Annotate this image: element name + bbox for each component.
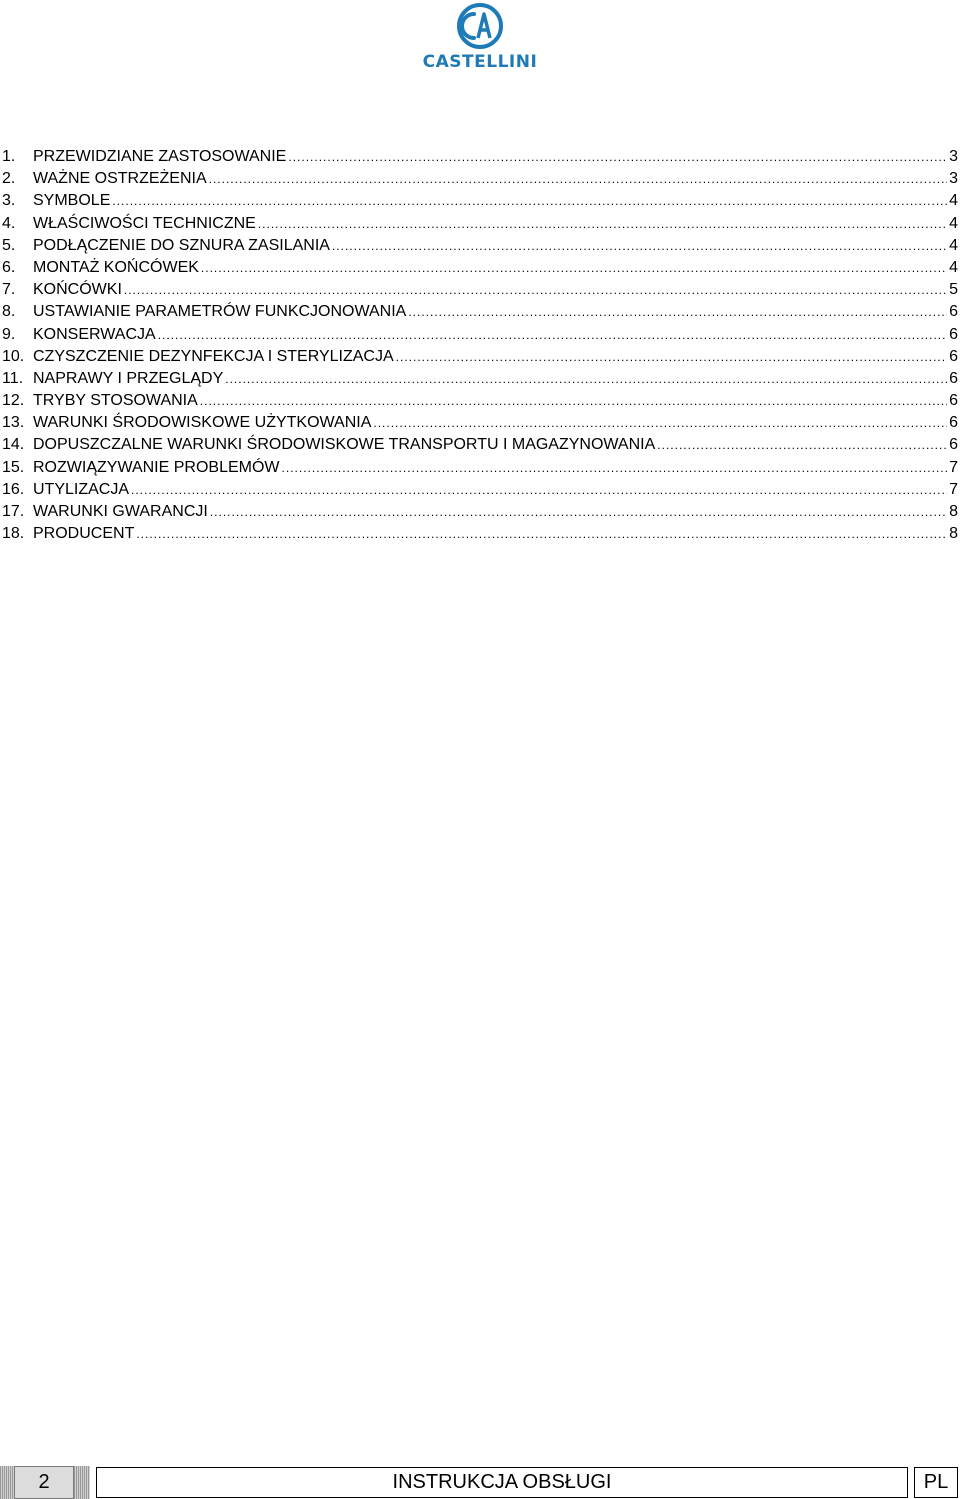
toc-entry-page: 6 bbox=[949, 325, 958, 343]
toc-entry-number: 7. bbox=[2, 281, 16, 299]
toc-dot-leader bbox=[136, 523, 947, 545]
toc-entry-page: 3 bbox=[949, 148, 958, 165]
table-of-contents bbox=[2, 146, 958, 545]
toc-entry[interactable] bbox=[2, 479, 958, 501]
toc-entry-page: 4 bbox=[949, 236, 958, 254]
toc-dot-leader bbox=[124, 279, 947, 301]
page-footer bbox=[0, 1466, 960, 1499]
toc-entry-title: PRODUCENT bbox=[33, 525, 135, 543]
toc-entry-page: 7 bbox=[949, 480, 958, 498]
toc-entry-number: 6. bbox=[2, 258, 16, 276]
toc-dot-leader bbox=[201, 257, 947, 279]
toc-entry-number: 3. bbox=[2, 192, 16, 210]
toc-entry[interactable] bbox=[2, 457, 958, 479]
footer-page-number: 2 bbox=[14, 1466, 74, 1499]
toc-entry-title: MONTAŻ KOŃCÓWEK bbox=[33, 258, 199, 276]
toc-entry-title: TRYBY STOSOWANIA bbox=[33, 392, 198, 410]
toc-entry[interactable] bbox=[2, 368, 958, 390]
toc-entry-number: 10. bbox=[2, 347, 25, 365]
toc-entry-page: 6 bbox=[949, 347, 958, 365]
toc-entry-page: 4 bbox=[949, 214, 958, 232]
toc-entry-number: 2. bbox=[2, 170, 16, 188]
toc-entry-number: 11. bbox=[2, 369, 24, 387]
castellini-emblem-icon bbox=[408, 2, 552, 52]
toc-entry-title: WARUNKI ŚRODOWISKOWE UŻYTKOWANIA bbox=[33, 414, 372, 432]
toc-entry-title: PRZEWIDZIANE ZASTOSOWANIE bbox=[33, 148, 287, 165]
toc-entry[interactable] bbox=[2, 279, 958, 301]
toc-entry-title: CZYSZCZENIE DEZYNFEKCJA I STERYLIZACJA bbox=[33, 347, 394, 365]
footer-language: PL bbox=[914, 1467, 958, 1498]
toc-dot-leader bbox=[288, 146, 947, 168]
toc-entry[interactable] bbox=[2, 501, 958, 523]
castellini-logo bbox=[408, 2, 552, 74]
toc-entry-title: WARUNKI GWARANCJI bbox=[33, 503, 208, 520]
toc-dot-leader bbox=[332, 235, 947, 257]
toc-entry-title: SYMBOLE bbox=[33, 192, 111, 210]
toc-entry-title: PODŁĄCZENIE DO SZNURA ZASILANIA bbox=[33, 236, 330, 254]
toc-entry[interactable] bbox=[2, 390, 958, 412]
toc-entry-number: 9. bbox=[2, 325, 16, 343]
toc-entry[interactable] bbox=[2, 190, 958, 212]
footer-stripe bbox=[74, 1466, 90, 1499]
toc-entry-page: 6 bbox=[949, 414, 958, 432]
toc-dot-leader bbox=[112, 190, 947, 212]
toc-dot-leader bbox=[131, 479, 947, 501]
toc-dot-leader bbox=[200, 390, 947, 412]
footer-edge-stripe bbox=[0, 1466, 14, 1499]
toc-entry-number: 18. bbox=[2, 525, 25, 543]
toc-entry[interactable] bbox=[2, 213, 958, 235]
toc-entry[interactable] bbox=[2, 257, 958, 279]
toc-entry-title: NAPRAWY I PRZEGLĄDY bbox=[33, 369, 224, 387]
toc-entry-number: 12. bbox=[2, 392, 25, 410]
toc-entry-title: KONSERWACJA bbox=[33, 325, 156, 343]
toc-entry-page: 5 bbox=[949, 281, 958, 299]
toc-entry-title: ROZWIĄZYWANIE PROBLEMÓW bbox=[33, 458, 280, 476]
toc-entry-page: 6 bbox=[949, 392, 958, 410]
toc-entry[interactable] bbox=[2, 168, 958, 190]
toc-entry-number: 8. bbox=[2, 303, 16, 321]
toc-entry-page: 3 bbox=[949, 170, 958, 188]
toc-entry-title: DOPUSZCZALNE WARUNKI ŚRODOWISKOWE TRANSPORTU I MAGAZYNOWANIA bbox=[33, 436, 656, 454]
toc-entry-page: 8 bbox=[949, 525, 958, 543]
toc-entry-page: 4 bbox=[949, 192, 958, 210]
toc-entry-number: 4. bbox=[2, 214, 16, 232]
toc-entry[interactable] bbox=[2, 324, 958, 346]
toc-entry-number: 13. bbox=[2, 414, 25, 432]
toc-dot-leader bbox=[210, 501, 947, 523]
toc-entry-page: 8 bbox=[949, 503, 958, 520]
toc-dot-leader bbox=[225, 368, 947, 390]
toc-entry[interactable] bbox=[2, 301, 958, 323]
toc-entry-page: 6 bbox=[949, 303, 958, 321]
toc-entry-number: 16. bbox=[2, 480, 25, 498]
toc-entry-title: UTYLIZACJA bbox=[33, 480, 130, 498]
toc-dot-leader bbox=[657, 434, 947, 456]
toc-dot-leader bbox=[408, 301, 947, 323]
footer-document-title: INSTRUKCJA OBSŁUGI bbox=[96, 1467, 908, 1498]
toc-entry-page: 6 bbox=[949, 369, 958, 387]
toc-entry-number: 17. bbox=[2, 503, 25, 520]
toc-entry[interactable] bbox=[2, 235, 958, 257]
toc-entry-page: 6 bbox=[949, 436, 958, 454]
toc-entry-title: USTAWIANIE PARAMETRÓW FUNKCJONOWANIA bbox=[33, 303, 407, 321]
toc-entry-title: WAŻNE OSTRZEŻENIA bbox=[33, 170, 207, 188]
toc-dot-leader bbox=[209, 168, 947, 190]
toc-dot-leader bbox=[282, 457, 948, 479]
toc-entry-number: 14. bbox=[2, 436, 25, 454]
toc-entry[interactable] bbox=[2, 434, 958, 456]
toc-entry[interactable] bbox=[2, 346, 958, 368]
toc-entry-number: 1. bbox=[2, 148, 16, 165]
toc-dot-leader bbox=[396, 346, 947, 368]
toc-entry-number: 15. bbox=[2, 458, 25, 476]
toc-dot-leader bbox=[158, 324, 947, 346]
toc-dot-leader bbox=[258, 213, 947, 235]
toc-entry[interactable] bbox=[2, 523, 958, 545]
toc-entry-title: WŁAŚCIWOŚCI TECHNICZNE bbox=[33, 214, 256, 232]
toc-dot-leader bbox=[373, 412, 947, 434]
toc-entry-page: 7 bbox=[949, 458, 958, 476]
toc-entry-page: 4 bbox=[949, 258, 958, 276]
toc-entry[interactable] bbox=[2, 412, 958, 434]
toc-entry[interactable] bbox=[2, 146, 958, 168]
toc-entry-title: KOŃCÓWKI bbox=[33, 281, 122, 299]
toc-entry-number: 5. bbox=[2, 236, 16, 254]
brand-name: CASTELLINI bbox=[422, 52, 538, 72]
